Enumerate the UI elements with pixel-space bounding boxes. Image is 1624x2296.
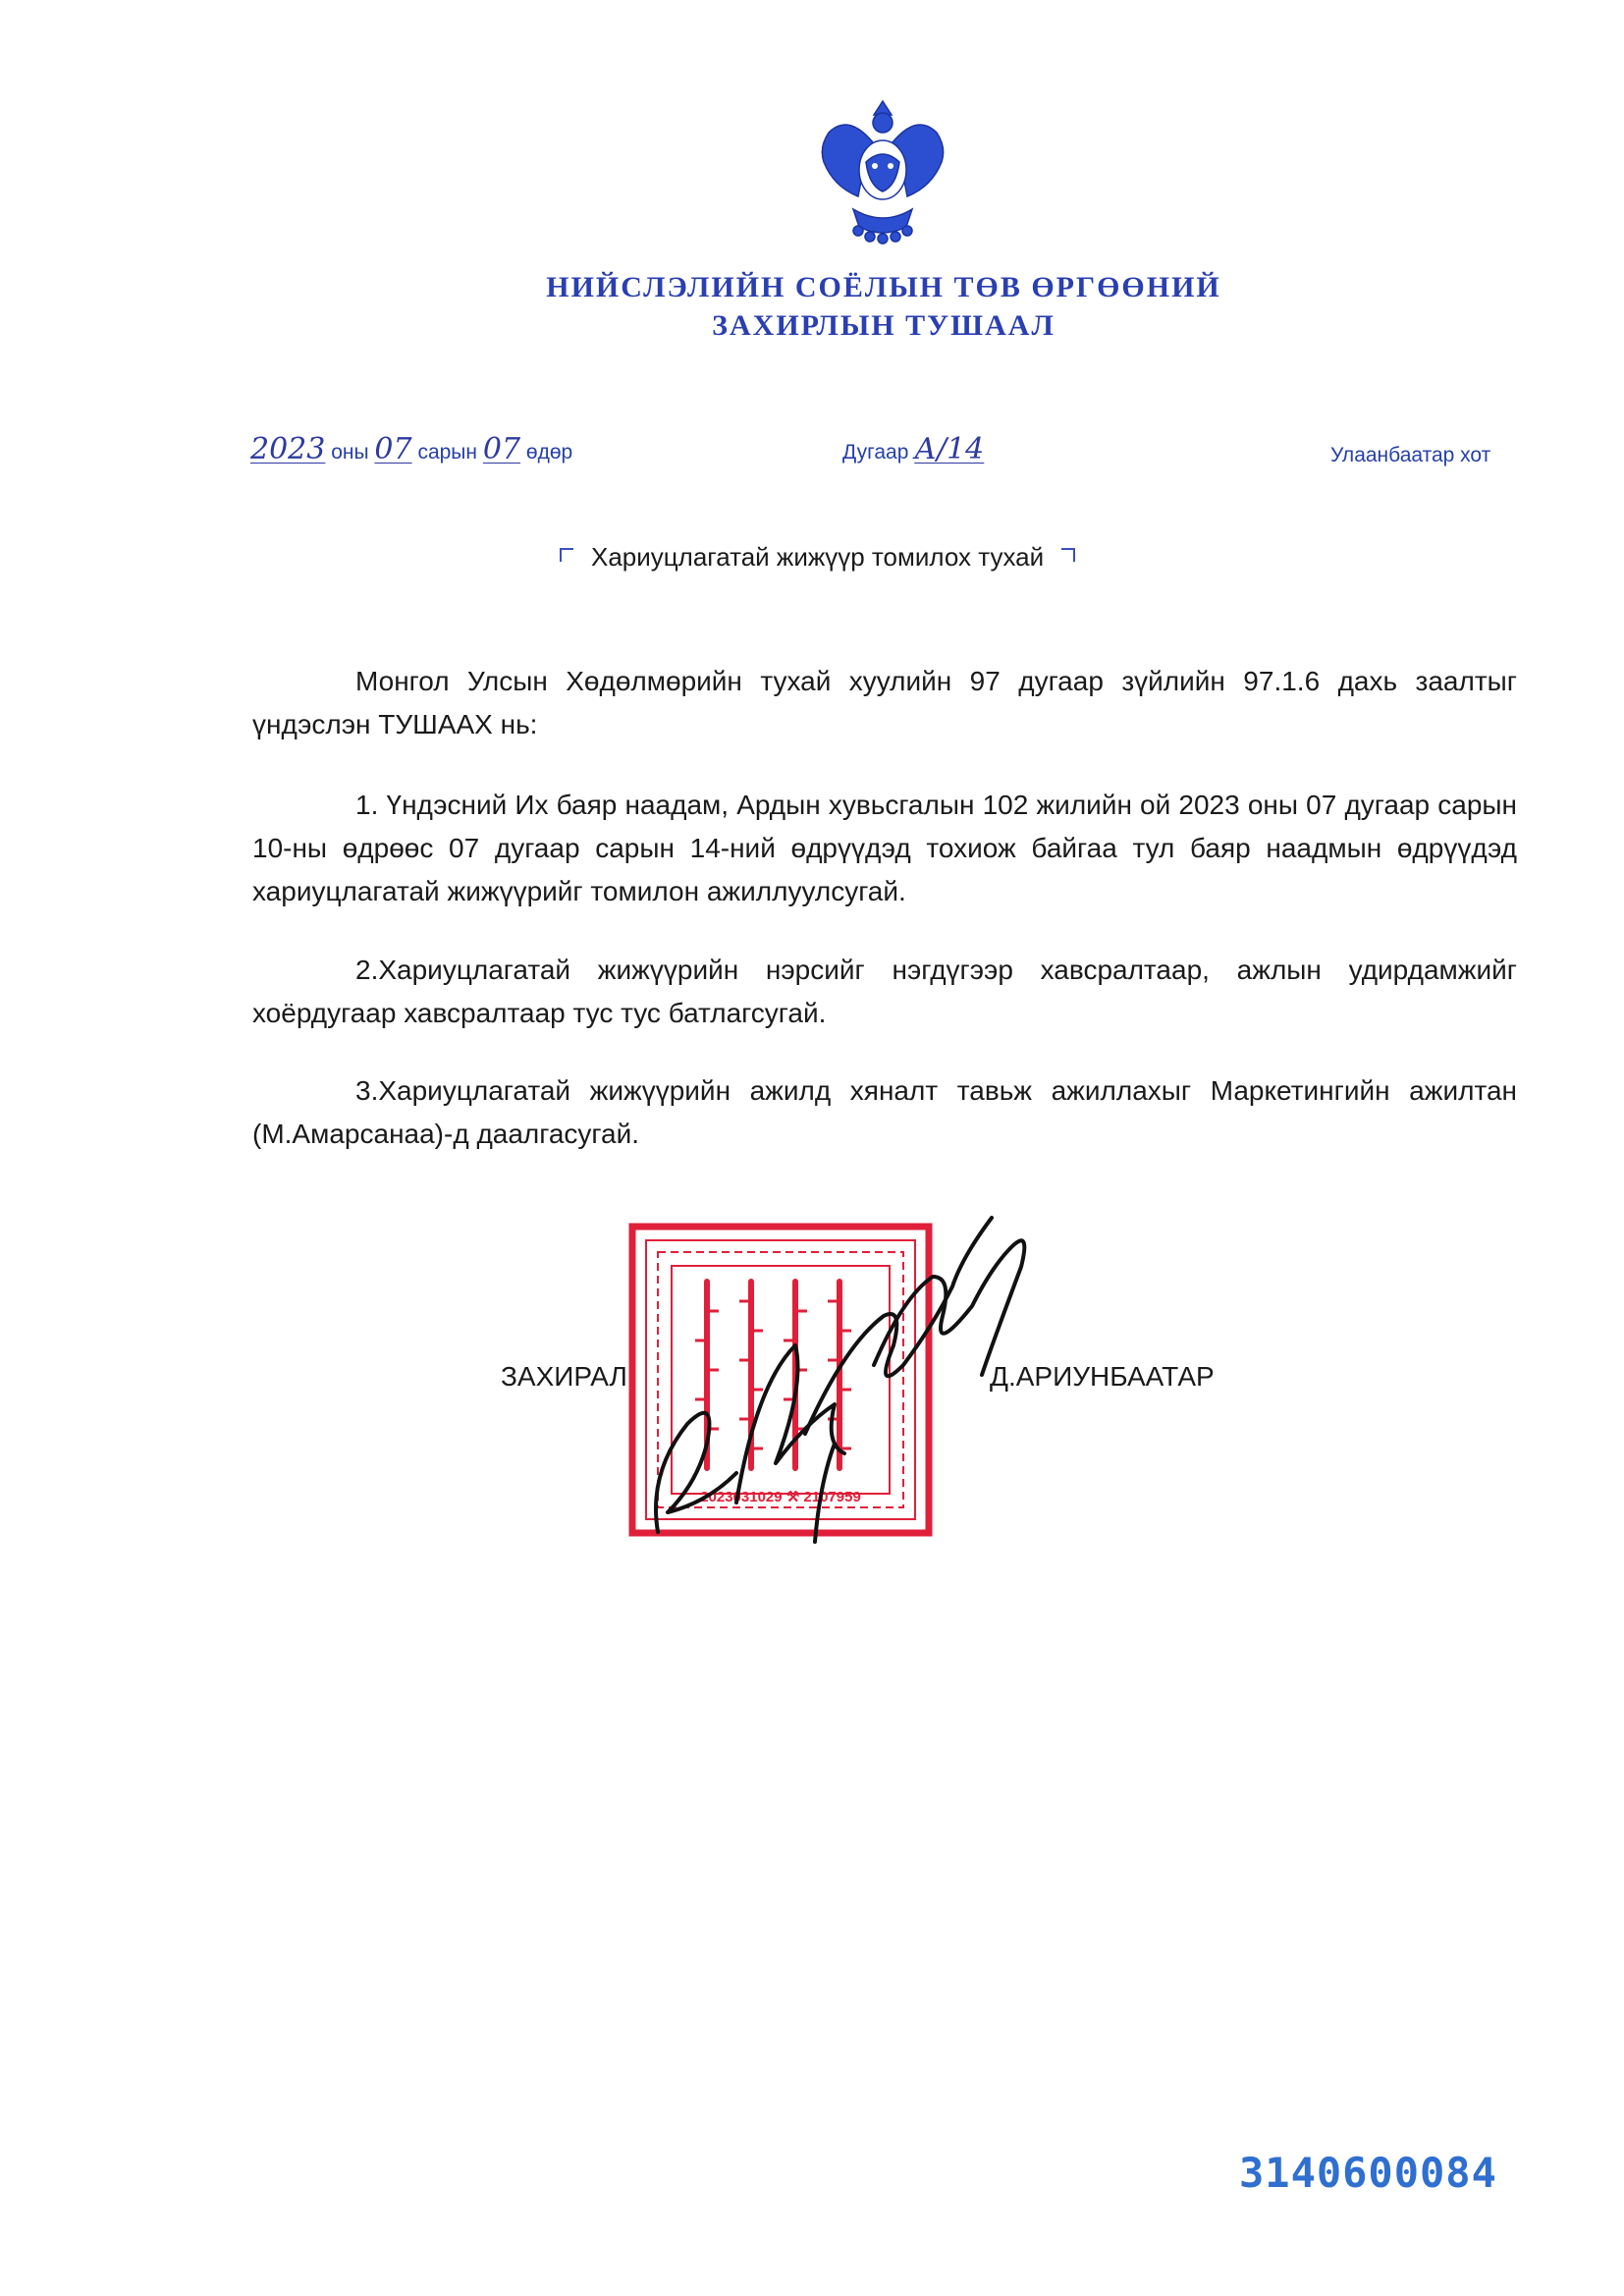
signatory-title: ЗАХИРАЛ	[501, 1361, 627, 1392]
subject-bracket-right	[1061, 548, 1075, 562]
date-day: 07	[482, 432, 521, 466]
seal-number: 2023031029 ⚒ 2107959	[700, 1489, 861, 1505]
subject-text: Хариуцлагатай жижүүр томилох тухай	[591, 542, 1045, 572]
order-number	[842, 432, 984, 466]
body-item-1: 1. Үндэсний Их баяр наадам, Ардын хувьсгалын 102 жилийн ой 2023 оны 07 дугаар сарын 10-ны өдрөөс 07 дугаар сарын 14-ний өдрүүдэд тохиож байгаа тул баяр наадмын өдрүүдэд хариуцлагатай жижүүрийг томилон ажиллуулсугай.	[252, 790, 1517, 906]
date-year: 2023	[250, 432, 326, 466]
date-month: 07	[374, 432, 412, 466]
city: Улаанбаатар хот	[1330, 444, 1491, 466]
order-date	[250, 432, 572, 466]
date-year-suffix: оны	[331, 441, 369, 464]
order-number-value: А/14	[914, 432, 985, 466]
organization-title-line2: ЗАХИРЛЫН ТУШААЛ	[712, 309, 1056, 342]
handwritten-signature	[628, 1188, 1041, 1561]
order-subject	[560, 542, 1075, 573]
date-month-suffix: сарын	[417, 441, 478, 464]
date-day-suffix: өдөр	[525, 441, 573, 464]
body-intro: Монгол Улсын Хөдөлмөрийн тухай хуулийн 97 дугаар зүйлийн 97.1.6 дахь заалтыг үндэслэн ТУШААХ нь:	[252, 666, 1517, 739]
order-number-label: Дугаар	[842, 441, 909, 464]
body-item-3: 3.Хариуцлагатай жижүүрийн ажилд хяналт тавьж ажиллахыг Маркетингийн ажилтан (М.Амарсанаа)-д даалгасугай.	[252, 1075, 1517, 1149]
body-item-2: 2.Хариуцлагатай жижүүрийн нэрсийг нэгдүгээр хавсралтаар, ажлын удирдамжийг хоёрдугаар хавсралтаар тус тус батлагсугай.	[252, 955, 1517, 1028]
state-emblem-icon	[809, 93, 956, 250]
registration-number: 3140600084	[1239, 2149, 1497, 2197]
signatory-name: Д.АРИУНБААТАР	[990, 1361, 1215, 1392]
organization-title-line1: НИЙСЛЭЛИЙН СОЁЛЫН ТӨВ ӨРГӨӨНИЙ	[546, 271, 1221, 303]
subject-bracket-left	[560, 548, 573, 562]
